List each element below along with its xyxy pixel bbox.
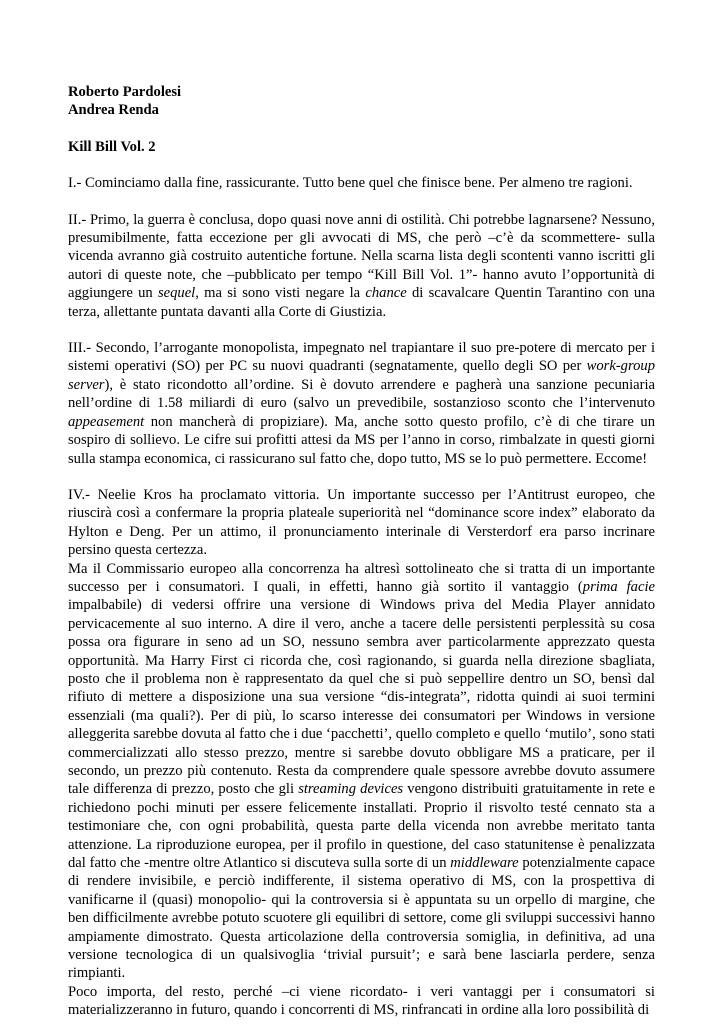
text-run: vengono distribuiti gratuitamente in rete e richiedono pochi minuti per essere felicemente installati. Proprio il risvolto testé cennato sta a testimoniare che, con ogni probabilità, questa parte della vicenda non avrebbe meritato tanta attenzione. La riproduzione europea, per il profilo in questione, del caso statunitense è penalizzata dal fatto che -mentre oltre Atlantico si discuteva sulla sorte di un <box>68 781 655 872</box>
paragraph <box>68 983 655 1020</box>
paragraph <box>68 339 655 468</box>
text-run: Poco importa, del resto, perché –ci viene ricordato- i veri vantaggi per i consumatori si materializzeranno in futuro, quando i concorrenti di MS, rinfrancati in ordine alla loro possibilità di <box>68 983 655 1019</box>
text-run: ), è stato ricondotto all’ordine. Si è dovuto arrendere e pagherà una sanzione pecuniaria nell’ordine di 1.58 miliardi di euro (salvo un prevedibile, sostanzioso sconto che l’intervenuto <box>68 376 655 412</box>
paragraph <box>68 211 655 321</box>
document-body <box>68 83 655 1020</box>
text-run: I.- Cominciamo dalla fine, rassicurante. Tutto bene quel che finisce bene. Per almeno tre ragioni. <box>68 175 633 192</box>
text-run: III.- Secondo, l’arrogante monopolista, impegnato nel trapiantare il suo pre-potere di mercato per i sistemi operativi (SO) per PC su nuovi quadranti (segnatamente, quello degli SO per <box>68 340 655 375</box>
paragraph <box>68 560 655 983</box>
italic-run: chance <box>365 285 407 302</box>
text-run: impalbabile) di vedersi offrire una versione di Windows priva del Media Player annidato pervicacemente al suo interno. A dire il vero, anche a tacere delle persistenti perplessità su cosa possa ora figurare in seno ad un SO, nessuno sembra aver particolarmente apprezzato questa opportunità. Ma Harry First ci ricorda che, così ragionando, si guarda nella direzione sbagliata, posto che il problema non è rappresentato da quel che si può seppellire dentro un SO, bensì dal rifiuto di mettere a disposizione una sua versione “dis-integrata”, ridotta quindi ai suoi termini essenziali (ma quali?). Per di più, lo scarso interesse dei consumatori per Windows in versione alleggerita sarebbe dovuta al fatto che i due ‘pacchetti’, quello completo e quello ‘mutilo’, sono stati commercializzati allo stesso prezzo, mentre si sarebbe dovuto obbligare MS a praticare, per il secondo, un prezzo più contenuto. Resta da comprendere quale spessore avrebbe dovuto assumere tale differenza di prezzo, posto che gli <box>68 597 655 798</box>
italic-run: appeasement <box>68 413 145 430</box>
paragraph <box>68 174 655 192</box>
text-run: , ma si sono visti negare la <box>195 285 366 302</box>
italic-run: sequel <box>157 285 196 302</box>
text-run: IV.- Neelie Kros ha proclamato vittoria. Un importante successo per l’Antitrust europeo, che riuscirà così a confermare la propria plateale superiorità nel “dominance score index” elaborato da Hylton e Deng. Per un attimo, il pronunciamento interinale di Versterdorf era parso incrinare persino questa certezza. <box>68 486 655 559</box>
text-run: non mancherà di propiziare). Ma, anche sotto questo profilo, c’è di che tirare un sospiro di sollievo. Le cifre sui profitti attesi da MS per l’anno in corso, rimbalzate in questi giorni sulla stampa economica, ci rassicurano sul fatto che, dopo tutto, MS se lo può permettere. Eccome! <box>68 413 655 467</box>
italic-run: streaming devices <box>298 781 404 798</box>
text-run: potenzialmente capace di rendere invisibile, e perciò indifferente, il sistema operativo di MS, con la prospettiva di vanificarne il (quasi) monopolio- qui la controversia si è appuntata su un orpello di margine, che ben difficilmente avrebbe potuto scuotere gli equilibri di settore, come gli sviluppi successivi hanno ampiamente dimostrato. Questa articolazione della controversia somiglia, in definitiva, ad una versione tecnologica di un qualsivoglia ‘trivial pursuit’; e sarà bene lasciarla perdere, senza rimpianti. <box>68 855 655 982</box>
author-name: Andrea Renda <box>68 102 159 119</box>
italic-run: work-group server <box>68 358 655 393</box>
text-run: Ma il Commissario europeo alla concorrenza ha altresì sottolineato che si tratta di un importante successo per i consumatori. I quali, in effetti, hanno già sortito il vantaggio ( <box>68 560 655 595</box>
text-run: di scavalcare Quentin Tarantino con una terza, allettante puntata davanti alla Corte di Giustizia. <box>68 285 655 320</box>
author-name: Roberto Pardolesi <box>68 84 182 100</box>
italic-run: prima facie <box>582 578 655 595</box>
document-title: Kill Bill Vol. 2 <box>68 138 156 155</box>
italic-run: middleware <box>450 855 519 872</box>
paragraph <box>68 486 655 560</box>
text-run: II.- Primo, la guerra è conclusa, dopo quasi nove anni di ostilità. Chi potrebbe lagnarsene? Nessuno, presumibilmente, fatta eccezione per gli avvocati di MS, che però –c’è da scommettere- sulla vicenda avranno già costruito autentiche fortune. Nella scarna lista degli scontenti vanno iscritti gli autori di queste note, che –pubblicato per tempo “Kill Bill Vol. 1”- hanno avuto l’opportunità di aggiungere un <box>68 211 655 302</box>
